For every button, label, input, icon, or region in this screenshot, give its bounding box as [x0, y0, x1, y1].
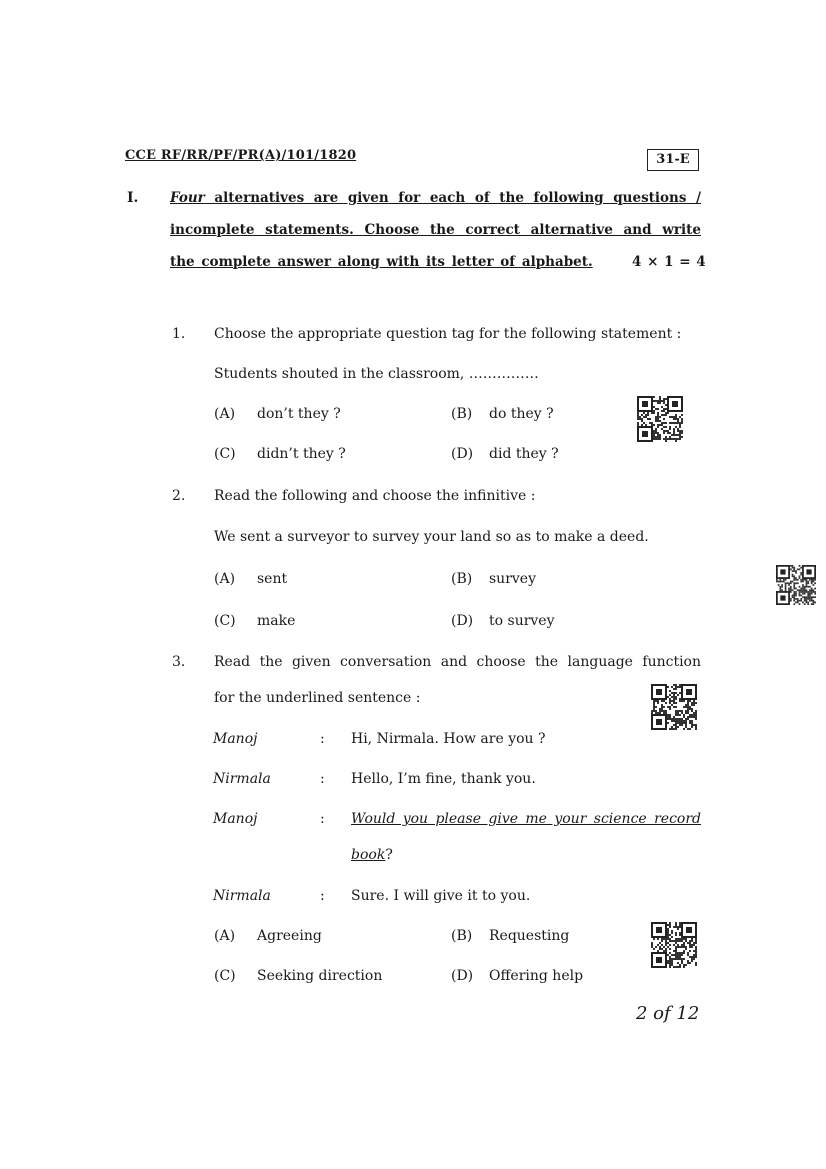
- dialogue-colon-4: :: [320, 888, 325, 904]
- q1-option-c-text: didn’t they ?: [257, 446, 346, 462]
- q1-option-b-text: do they ?: [489, 406, 554, 422]
- instruction-line-1: [170, 190, 701, 206]
- q1-option-a-text: don’t they ?: [257, 406, 341, 422]
- q1-option-d-letter: (D): [451, 446, 474, 462]
- q2-option-a-text: sent: [257, 571, 288, 587]
- q2-option-d-text: to survey: [489, 613, 555, 629]
- dialogue-line-1: Hi, Nirmala. How are you ?: [351, 731, 546, 747]
- question-2-statement: We sent a surveyor to survey your land so as to make a deed.: [214, 529, 649, 545]
- q2-option-c-text: make: [257, 613, 296, 629]
- section-number: I.: [127, 190, 139, 206]
- section-marks: 4 × 1 = 4: [632, 254, 706, 270]
- dialogue-line-3-tail: ?: [385, 847, 393, 863]
- dialogue-colon-1: :: [320, 731, 325, 747]
- paper-version-box: 31-E: [647, 149, 699, 171]
- qr-code-icon: [651, 684, 697, 730]
- q3-option-d-letter: (D): [451, 968, 474, 984]
- question-2-text: Read the following and choose the infinitive :: [214, 488, 536, 504]
- dialogue-line-3-underlined-end: book: [351, 847, 386, 863]
- question-1-number: 1.: [172, 326, 186, 342]
- instruction-emphasis: Four: [170, 190, 205, 206]
- question-3-text-line-1: Read the given conversation and choose the language function: [214, 654, 701, 670]
- dialogue-speaker-3: Manoj: [213, 811, 258, 827]
- q2-option-d-letter: (D): [451, 613, 474, 629]
- qr-code-icon: [776, 565, 816, 605]
- page-number: 2 of 12: [636, 1003, 700, 1024]
- q3-option-a-letter: (A): [214, 928, 236, 944]
- q3-option-b-text: Requesting: [489, 928, 570, 944]
- dialogue-speaker-1: Manoj: [213, 731, 258, 747]
- question-1-statement: Students shouted in the classroom, ……………: [214, 366, 539, 382]
- q2-option-b-letter: (B): [451, 571, 473, 587]
- paper-code: CCE RF/RR/PF/PR(A)/101/1820: [125, 148, 357, 163]
- instruction-line-2: incomplete statements. Choose the correct alternative and write: [170, 222, 701, 238]
- q2-option-a-letter: (A): [214, 571, 236, 587]
- dialogue-line-2: Hello, I’m fine, thank you.: [351, 771, 536, 787]
- dialogue-line-4: Sure. I will give it to you.: [351, 888, 531, 904]
- q3-option-a-text: Agreeing: [257, 928, 322, 944]
- q1-option-a-letter: (A): [214, 406, 236, 422]
- dialogue-colon-2: :: [320, 771, 325, 787]
- q1-option-c-letter: (C): [214, 446, 236, 462]
- qr-code-icon: [651, 922, 697, 968]
- dialogue-line-3-underlined: Would you please give me your science record: [351, 811, 701, 827]
- question-3-number: 3.: [172, 654, 186, 670]
- q3-option-b-letter: (B): [451, 928, 473, 944]
- q3-option-c-letter: (C): [214, 968, 236, 984]
- q1-option-d-text: did they ?: [489, 446, 559, 462]
- instruction-line-1-text: alternatives are given for each of the following questions /: [214, 190, 701, 206]
- dialogue-speaker-4: Nirmala: [213, 888, 271, 904]
- question-2-number: 2.: [172, 488, 186, 504]
- q3-option-d-text: Offering help: [489, 968, 584, 984]
- dialogue-colon-3: :: [320, 811, 325, 827]
- q2-option-c-letter: (C): [214, 613, 236, 629]
- q2-option-b-text: survey: [489, 571, 536, 587]
- question-3-text-line-2: for the underlined sentence :: [214, 690, 421, 706]
- question-1-text: Choose the appropriate question tag for the following statement :: [214, 326, 682, 342]
- dialogue-speaker-2: Nirmala: [213, 771, 271, 787]
- dialogue-line-3-continuation: [351, 847, 393, 863]
- q3-option-c-text: Seeking direction: [257, 968, 383, 984]
- instruction-line-3: the complete answer along with its letter of alphabet.: [170, 254, 593, 270]
- q1-option-b-letter: (B): [451, 406, 473, 422]
- qr-code-icon: [637, 396, 683, 442]
